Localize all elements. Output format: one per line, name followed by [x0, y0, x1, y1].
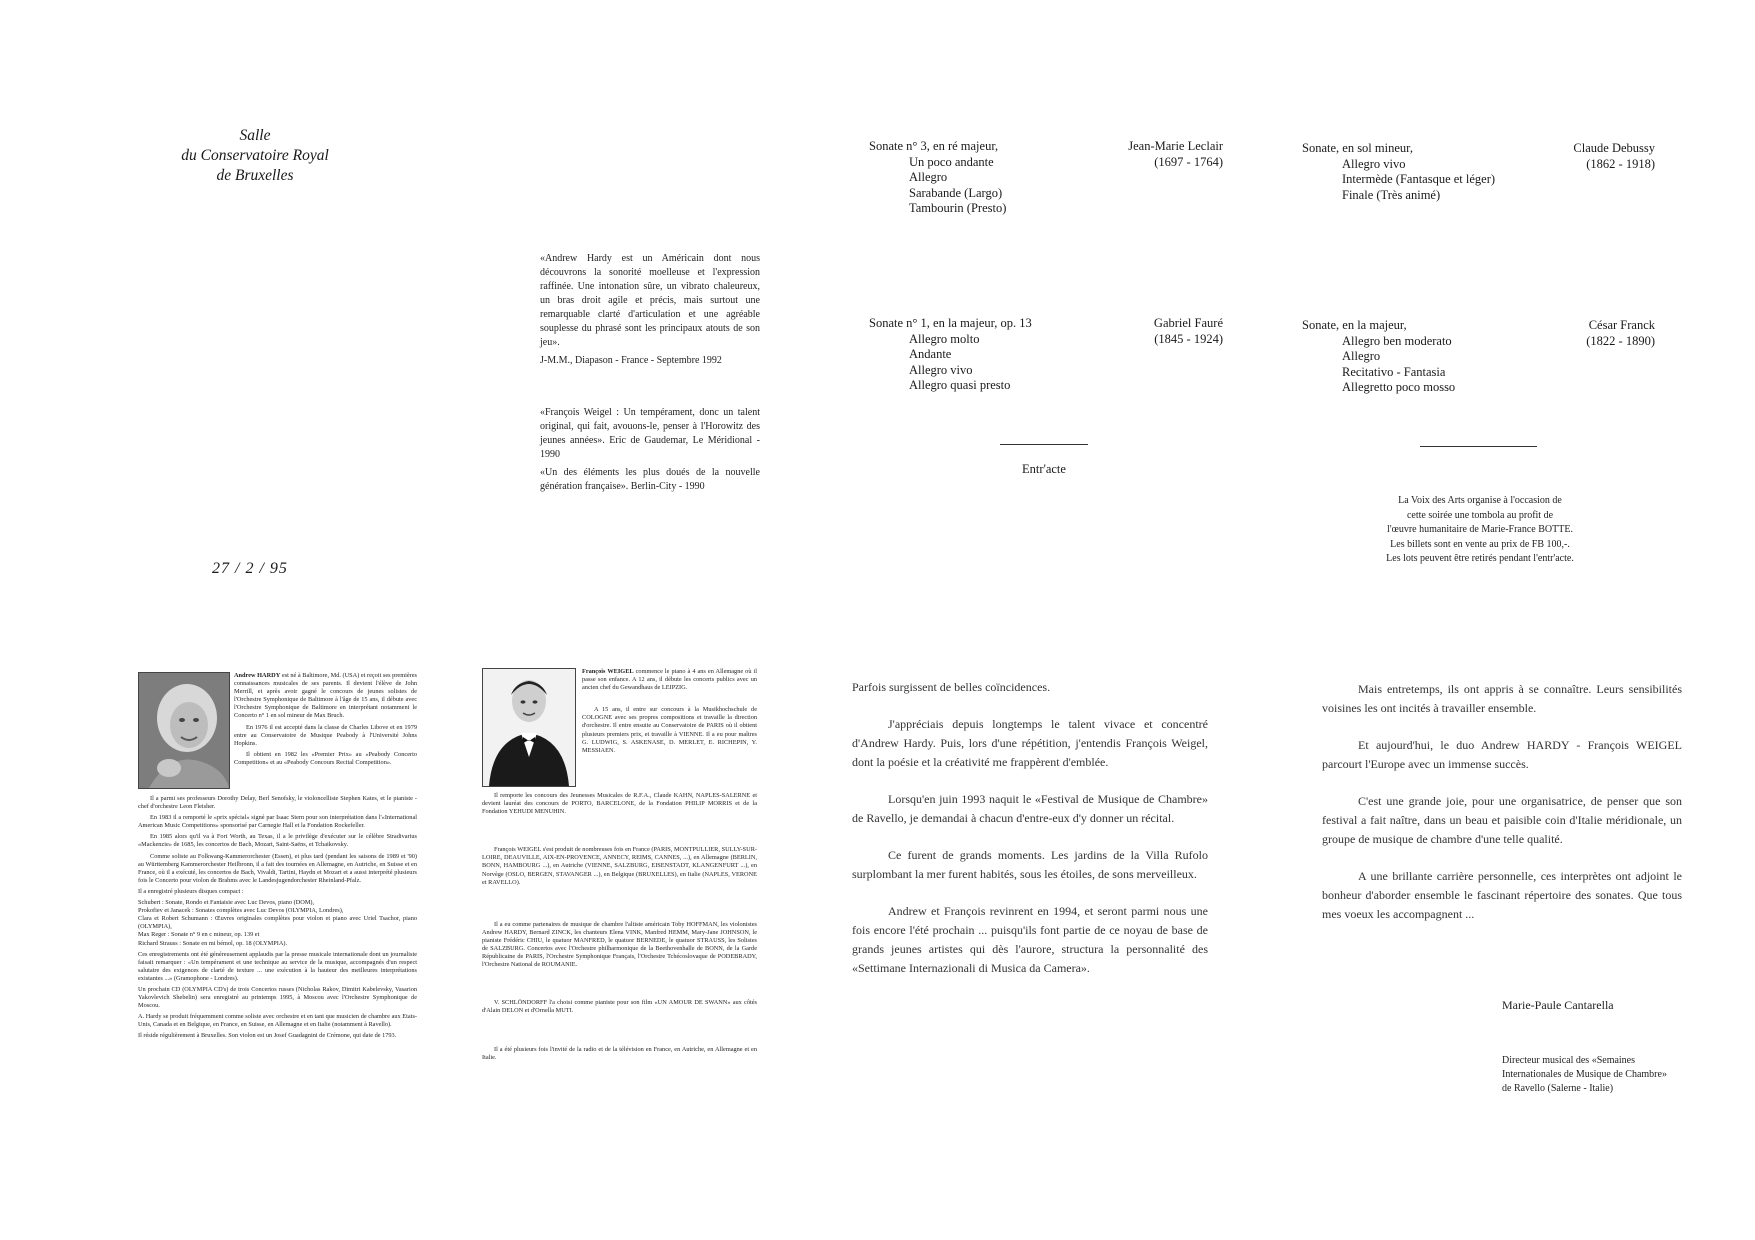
- program-item-leclair: [869, 139, 1006, 217]
- tombola-line: Les billets sont en vente au prix de FB 100,-.: [1390, 538, 1570, 550]
- movement: Allegretto poco mosso: [1342, 380, 1456, 394]
- tombola-line: Les lots peuvent être retirés pendant l'entr'acte.: [1386, 553, 1574, 564]
- bio-paragraph: Il a été plusieurs fois l'invité de la radio et de la télévision en France, en Autriche, en Allemagne et en Italie.: [482, 1045, 757, 1061]
- tombola-line: cette soirée une tombola au profit de: [1406, 509, 1554, 521]
- movement: Allegro ben moderato: [1342, 333, 1452, 348]
- composer-name: Gabriel Fauré: [1153, 316, 1223, 330]
- role-line: de Ravello (Salerne - Italie): [1502, 1083, 1614, 1094]
- tombola-line: La Voix des Arts organise à l'occasion de: [1398, 495, 1562, 506]
- bio-paragraph: A 15 ans, il entre sur concours à la Musikhochschule de COLOGNE avec ses propres compositions et travaille la direction d'orchestre. Il entre ensuite au Conservatoire de PARIS où il obtient plusieurs premiers prix, et travaille à VIENNE. Il a eu pour maîtres G. LUDWIG, S. ASKENASE, D. MERLET, E. RICHEPIN, Y. MESSIAEN.: [582, 706, 757, 754]
- essay-column-right: [1322, 680, 1682, 942]
- signature-role: [1502, 1054, 1702, 1096]
- venue-title: [150, 126, 360, 186]
- bio-text: est né à Baltimore, Md. (USA) et reçoit ses premières connaissances musicales de ses parents. Il devient l'élève de John Merrill, et après avoir gagné le concours de jeunes solistes de l'Orchestre Symphonique de Baltimore à l'âge de 15 ans, il débute avec l'Orchestre Symphonique de Baltimore en interprétant notamment le Concerto n° 1 en sol mineur de Max Bruch.: [234, 672, 417, 720]
- concert-date: 27 / 2 / 95: [212, 560, 288, 577]
- entracte-label: Entr'acte: [1022, 462, 1066, 476]
- essay-paragraph: J'appréciais depuis longtemps le talent vivace et concentré d'Andrew Hardy. Puis, lors d'une répétition, j'entendis François Weigel, dont la poésie et la créativité me frappèrent d'emblée.: [852, 717, 1208, 769]
- venue-line-1: Salle: [239, 127, 271, 144]
- bio-hardy-body: [138, 795, 417, 1044]
- photo-andrew-hardy: [138, 672, 230, 789]
- essay-paragraph: Lorsqu'en juin 1993 naquit le «Festival de Musique de Chambre» de Ravello, je demandai à chacun d'entre-eux d'y donner un récital.: [852, 792, 1208, 825]
- divider: [1420, 446, 1537, 447]
- press-quote-hardy: [540, 252, 760, 372]
- program-title: Sonate, en sol mineur,: [1302, 141, 1413, 155]
- movement: Allegro vivo: [909, 362, 973, 377]
- essay-paragraph: Et aujourd'hui, le duo Andrew HARDY - François WEIGEL parcourt l'Europe avec un immense succès.: [1322, 738, 1682, 771]
- essay-paragraph: Andrew et François revinrent en 1994, et seront parmi nous une fois encore l'été prochain ... puisqu'ils font partie de ce noyau de base de grands jeunes artistes qui dès l'aurore, structura la personnalité des «Settimane Internazionali di Musica da Camera».: [852, 904, 1208, 975]
- portrait-man-icon: [483, 669, 575, 786]
- composer-franck: [1586, 318, 1655, 349]
- bio-paragraph: Comme soliste au Folkwang-Kammerorchester (Essen), et plus tard (pendant les saisons de 1989 et '90) au Württemberg Kammerorchester Heilbronn, il a fait des tournées en Allemagne, en Autriche, en Suisse et en France, où il a exécuté, les concertos de Bach, Vivaldi, Tartini, Haydn et Mozart et a aussi interprété plusieurs fois le Concerto pour violon de Brahms avec le Landesjugendorchester Rheinland-Pfalz.: [138, 852, 417, 884]
- composer-debussy: [1573, 141, 1655, 172]
- essay-column-left: [852, 678, 1208, 996]
- composer-name: Jean-Marie Leclair: [1128, 139, 1223, 153]
- discography-item: Richard Strauss : Sonate en mi bémol, op. 18 (OLYMPIA).: [138, 939, 288, 947]
- bio-paragraph: En 1985 alors qu'il va à Fort Worth, au Texas, il a le privilège d'exécuter sur le célèbre Stradivarius «Mackenzie» de 1685, les concertos de Bach, Mozart, Saint-Saëns, et Tchaikovsky.: [138, 833, 417, 849]
- discography-item: Schubert : Sonate, Rondo et Fantaisie avec Luc Devos, piano (DOM),: [138, 899, 315, 907]
- movement: Allegro: [909, 170, 948, 184]
- bio-paragraph: Il réside régulièrement à Bruxelles. Son violon est un Josef Guadagnini de Crémone, qui date de 1793.: [138, 1032, 397, 1040]
- essay-paragraph: Mais entretemps, ils ont appris à se connaître. Leurs sensibilités voisines les ont incités à travailler ensemble.: [1322, 682, 1682, 715]
- discography-item: Max Reger : Sonate n° 9 en c mineur, op. 139 et: [138, 931, 260, 939]
- movement: Un poco andante: [909, 154, 994, 169]
- press-quote-weigel: [540, 406, 760, 498]
- portrait-woman-icon: [139, 673, 229, 788]
- bio-paragraph: Il remporte les concours des Jeunesses Musicales de R.F.A., Claude KAHN, NAPLES-SALERNE et devient lauréat des concours de PORTO, BARCELONE, de la Fondation PHILIP MORRIS et de la Fondation YEHUDI MENUHIN.: [482, 792, 757, 816]
- movement: Allegro molto: [909, 331, 980, 346]
- tombola-notice: [1340, 494, 1620, 567]
- bio-paragraph: Un prochain CD (OLYMPIA CD's) de trois Concertos russes (Nicholas Rakov, Dimitri Kabelevsky, Vasarion Yakovlevich Shebelin) sera enregistré au printemps 1995, à Moscou avec l'Orchestre Symphonique de Moscou.: [138, 985, 417, 1010]
- essay-paragraph: A une brillante carrière personnelle, ces interprètes ont adjoint le bonheur d'aborder ensemble le fascinant répertoire des sonates. Que tous mes voeux les accompagnent ...: [1322, 869, 1682, 921]
- discography-item: Prokofiev et Janacek : Sonates complètes avec Luc Devos (OLYMPIA, Londres),: [138, 907, 344, 915]
- movement: Finale (Très animé): [1342, 187, 1441, 202]
- program-title: Sonate n° 3, en ré majeur,: [869, 139, 999, 153]
- venue-line-2: du Conservatoire Royal: [181, 147, 329, 164]
- essay-paragraph: Parfois surgissent de belles coïncidences.: [852, 680, 1051, 694]
- bio-paragraph: Il a parmi ses professeurs Dorothy Delay, Berl Senofsky, le violoncelliste Stephen Kates, et le pianiste - chef d'orchestre Leon Fleisher.: [138, 795, 417, 811]
- discography-item: Clara et Robert Schumann : Œuvres originales complètes pour violon et piano avec Uriel Tsachor, piano (OLYMPIA),: [138, 915, 417, 931]
- bio-paragraph: Il a enregistré plusieurs disques compact :: [138, 887, 244, 895]
- composer-name: César Franck: [1588, 318, 1655, 332]
- quote-text: «Andrew Hardy est un Américain dont nous découvrons la sonorité moelleuse et l'expression raffinée. Une intonation sûre, un vibrato chaleureux, un bras droit agile et précis, mais surtout une remarquable clarté d'articulation et une agréable souplesse du phrasé sont les principaux atouts de son jeu».: [540, 253, 760, 348]
- program-item-debussy: [1302, 141, 1495, 203]
- composer-dates: (1862 - 1918): [1586, 156, 1655, 171]
- program-title: Sonate n° 1, en la majeur, op. 13: [869, 316, 1032, 330]
- bio-paragraph: Ces enregistrements ont été généreusement applaudis par la presse musicale internationale dont un journaliste faisait remarquer : «Un tempérament et une technique au service de la musique, accompagnés d'un respect salutaire des exigences de clarté de texture ... une exécution à la hauteur des meilleures interprétations existantes ...» (Gramophone - Londres).: [138, 950, 417, 982]
- program-title: Sonate, en la majeur,: [1302, 318, 1407, 332]
- bio-paragraph: A. Hardy se produit fréquemment comme soliste avec orchestre et en tant que musicien de chambre aux Etats-Unis, Canada et en Belgique, en France, en Suisse, en Allemagne et en Italie (notamment à Ravello).: [138, 1013, 417, 1029]
- bio-paragraph: François WEIGEL s'est produit de nombreuses fois en France (PARIS, MONTPULLIER, SULLY-SUR-LOIRE, DEAUVILLE, AIX-EN-PROVENCE, ANNECY, REIMS, CANNES, ...), en Allemagne (BERLIN, BONN, HAMBOURG ...), en Autriche (VIENNE, SALZBURG, EISENSTADT, KLANGENFURT ...), en Norvège (OSLO, BERGEN, STAVANGER ...), en Belgique (BRUXELLES), en Italie (NAPLES, VERONE et RAVELLO).: [482, 846, 757, 886]
- bio-weigel-intro: [582, 668, 757, 758]
- divider: [1000, 444, 1088, 445]
- movement: Intermède (Fantasque et léger): [1342, 172, 1496, 186]
- composer-dates: (1845 - 1924): [1154, 331, 1223, 346]
- bio-text: commence le piano à 4 ans en Allemagne où il passe son enfance. A 12 ans, il débute les concerts publics avec un ancien chef du Gewandhaus de LEIPZIG.: [582, 668, 757, 692]
- tombola-line: l'œuvre humanitaire de Marie-France BOTTE.: [1387, 524, 1573, 535]
- composer-faure: [1154, 316, 1223, 347]
- movement: Recitativo - Fantasia: [1342, 364, 1446, 379]
- bio-paragraph: Il obtient en 1982 les «Premier Prix» au «Peabody Concerto Competition» et au «Peabody Concours Recital Competition».: [234, 750, 417, 766]
- bio-paragraph: V. SCHLÖNDORFF l'a choisi comme pianiste pour son film «UN AMOUR DE SWANN» aux côtés d'Alain DELON et d'Ornella MUTI.: [482, 999, 757, 1015]
- role-line: Directeur musical des «Semaines: [1502, 1055, 1636, 1066]
- photo-francois-weigel: [482, 668, 576, 787]
- composer-leclair: [1128, 139, 1223, 170]
- venue-line-3: de Bruxelles: [216, 167, 294, 184]
- bio-name: François WEIGEL: [582, 668, 634, 675]
- quote-source: «Un des éléments les plus doués de la nouvelle génération française». Berlin-City - 1990: [540, 467, 760, 492]
- bio-hardy-intro: [234, 672, 417, 770]
- essay-paragraph: Ce furent de grands moments. Les jardins de la Villa Rufolo surplombant la mer furent habités, sous les étoiles, de sons merveilleux.: [852, 848, 1208, 881]
- movement: Sarabande (Largo): [909, 185, 1003, 200]
- role-line: Internationales de Musique de Chambre»: [1502, 1069, 1667, 1080]
- movement: Allegro: [1342, 349, 1381, 363]
- composer-name: Claude Debussy: [1573, 141, 1655, 155]
- signature-name: Marie-Paule Cantarella: [1502, 998, 1614, 1012]
- composer-dates: (1822 - 1890): [1586, 333, 1655, 348]
- bio-paragraph: En 1976 il est accepté dans la classe de Charles Libove et en 1979 entre au Conservatoire de Musique Peabody à l'Université Johns Hopkins.: [234, 723, 417, 747]
- essay-paragraph: C'est une grande joie, pour une organisatrice, de penser que son festival a fait naître, dans un beau et paisible coin d'Italie méridionale, un groupe de musique de chambre d'une telle qualité.: [1322, 794, 1682, 846]
- program-item-franck: [1302, 318, 1455, 396]
- quote-text: «François Weigel : Un tempérament, donc un talent original, qui fait, avouons-le, penser à l'Horowitz des jeunes années». Eric de Gaudemar, Le Méridional - 1990: [540, 407, 760, 460]
- bio-paragraph: Il a eu comme partenaires de musique de chambre l'altiste américain Toby HOFFMAN, les violonistes Andrew HARDY, Bernard ZINCK, les chanteurs Elena VINK, Manfred HEMM, Mary-Jane JOHNSON, le pianiste Frédéric CHIU, le quatuor MANFRED, le quatuor BERNEDE, le quatuor STRAUSS, les Solistes de SALZBURG. Concertos avec l'Orchestre philharmonique de la Beethovenhalle de BONN, de la Garde Républicaine de PARIS, l'Orchestre Symphonique Français, l'Orchestre Tchécoslovaque de PODEBRADY, l'Orchestre National de ROUMANIE.: [482, 920, 757, 969]
- movement: Allegro vivo: [1342, 156, 1406, 171]
- program-item-faure: [869, 316, 1032, 394]
- composer-dates: (1697 - 1764): [1154, 154, 1223, 169]
- bio-name: Andrew HARDY: [234, 672, 281, 679]
- movement: Allegro quasi presto: [909, 378, 1011, 392]
- movement: Tambourin (Presto): [909, 201, 1007, 215]
- quote-source: J-M.M., Diapason - France - Septembre 1992: [540, 355, 722, 366]
- bio-paragraph: En 1983 il a remporté le «prix spécial» signé par Isaac Stern pour son interprétation dans l'«International American Music Competitions» sponsorisé par Carnegie Hall et la Fondation Rockefeller.: [138, 814, 417, 830]
- movement: Andante: [909, 347, 952, 361]
- bio-weigel-body: [482, 792, 757, 1065]
